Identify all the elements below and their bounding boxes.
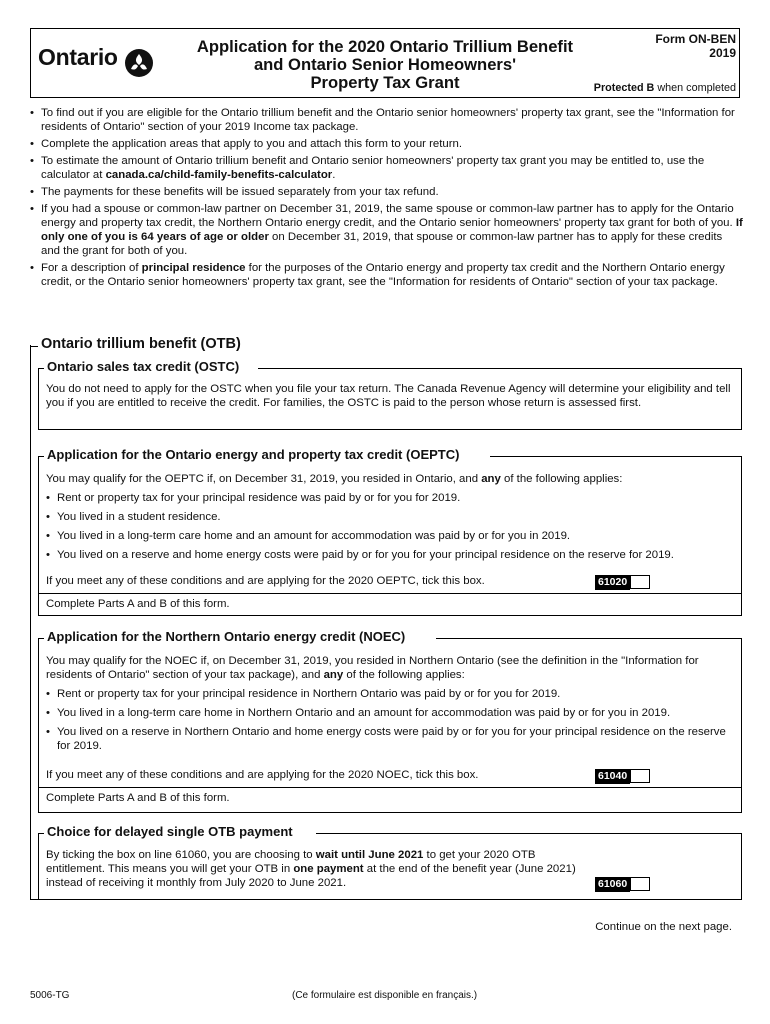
- delayed-text-5: at the end of the benefit year (June 2021) instead of receiving it monthly from July 2020 to June 2021.: [46, 863, 576, 889]
- intro-bullet-4: [30, 185, 744, 199]
- oeptc-condition: • Rent or property tax for your principal residence was paid by or for you for 2019.: [46, 491, 736, 505]
- oeptc-divider: [38, 593, 742, 594]
- oeptc-tick-text: If you meet any of these conditions and are applying for the 2020 OEPTC, tick this box.: [46, 575, 485, 587]
- french-note: (Ce formulaire est disponible en français.): [292, 990, 478, 1001]
- noec-title: Application for the Northern Ontario energy credit (NOEC): [44, 630, 408, 644]
- line-61040-label: 61040: [595, 769, 630, 784]
- intro-bullet-6: [30, 261, 744, 289]
- intro-text: .: [332, 169, 336, 181]
- noec-intro-any: any: [323, 669, 344, 681]
- otb-rule-left: [30, 346, 38, 347]
- form-title: [170, 38, 600, 92]
- oeptc-conditions: [46, 491, 736, 562]
- noec-intro: [46, 654, 736, 682]
- intro-text: To find out if you are eligible for the Ontario trillium benefit and the Ontario senior homeowners' property tax grant, see the "Information for residents of Ontario" section of your 2019 Income tax package.: [41, 107, 735, 133]
- noec-intro-a: You may qualify for the NOEC if, on December 31, 2019, you resided in Northern Ontario (see the definition in the "Information for residents of Ontario" section of your tax package), and: [46, 655, 699, 681]
- intro-bold: If only one of you is 64 years of age or older: [41, 217, 743, 243]
- title-line-1: Application for the 2020 Ontario Trillium Benefit: [196, 37, 574, 56]
- noec-content: [46, 654, 736, 758]
- ostc-rule-right: [258, 368, 742, 369]
- oeptc-condition: • You lived on a reserve and home energy costs were paid by or for you for your principal residence on the reserve for 2019.: [46, 548, 736, 562]
- intro-bold: principal residence: [141, 262, 246, 274]
- delayed-rule-right: [316, 833, 742, 834]
- protected-bold: Protected B: [593, 82, 655, 94]
- protected-label: [594, 81, 736, 95]
- oeptc-complete: Complete Parts A and B of this form.: [46, 598, 230, 610]
- noec-complete: Complete Parts A and B of this form.: [46, 792, 230, 804]
- delayed-tick-box[interactable]: [630, 877, 650, 891]
- noec-divider: [38, 787, 742, 788]
- line-61020-label: 61020: [595, 575, 630, 590]
- line-61060-label: 61060: [595, 877, 630, 892]
- delayed-one-payment: one payment: [293, 863, 364, 875]
- form-identifier: [655, 32, 736, 60]
- ostc-title: Ontario sales tax credit (OSTC): [44, 360, 242, 374]
- delayed-text-3: to get your 2020 OTB entitlement. This means you will get your OTB in: [46, 849, 536, 875]
- oeptc-intro-any: any: [481, 473, 501, 485]
- noec-tick-text: If you meet any of these conditions and are applying for the 2020 NOEC, tick this box.: [46, 769, 479, 781]
- intro-text: To estimate the amount of Ontario trillium benefit and Ontario senior homeowners' property tax grant you may be entitled to, use the calculator at: [41, 155, 705, 181]
- oeptc-title: Application for the Ontario energy and property tax credit (OEPTC): [44, 448, 462, 462]
- noec-condition: • You lived on a reserve in Northern Ontario and home energy costs were paid by or for you for your principal residence on the reserve for 2019.: [46, 725, 736, 753]
- oeptc-condition: • You lived in a student residence.: [46, 510, 736, 524]
- intro-bullet-3: [30, 154, 744, 182]
- intro-bullet-2: [30, 137, 744, 151]
- title-line-3: Property Tax Grant: [310, 73, 460, 92]
- calculator-url: canada.ca/child-family-benefits-calculator: [105, 169, 333, 181]
- ontario-logo-text: Ontario: [38, 44, 118, 70]
- ostc-text: You do not need to apply for the OSTC when you file your tax return. The Canada Revenue Agency will determine your eligibility and tell you if you are entitled to receive the credit. For families, the OSTC is paid to the person whose return is assessed first.: [46, 383, 731, 409]
- trillium-logo-icon: [124, 48, 154, 78]
- oeptc-rule-right: [490, 456, 742, 457]
- intro-bullets: [30, 106, 744, 292]
- title-line-2: and Ontario Senior Homeowners': [253, 55, 517, 74]
- otb-title: Ontario trillium benefit (OTB): [38, 337, 244, 351]
- noec-conditions: [46, 687, 736, 753]
- noec-rule-right: [436, 638, 742, 639]
- otb-bottom-rule: [30, 899, 742, 900]
- intro-text: The payments for these benefits will be issued separately from your tax refund.: [41, 186, 439, 198]
- intro-text: Complete the application areas that apply to you and attach this form to your return.: [41, 138, 463, 150]
- oeptc-intro: [46, 472, 736, 486]
- form-year: 2019: [709, 46, 736, 60]
- oeptc-intro-c: of the following applies:: [500, 473, 623, 485]
- intro-text: For a description of: [41, 262, 142, 274]
- oeptc-content: [46, 472, 736, 567]
- form-number: 5006-TG: [30, 990, 70, 1001]
- intro-text: for the purposes of the Ontario energy and property tax credit and the Northern Ontario energy credit, or the Ontario senior homeowners' property tax grant, see the "Information for residents of Ontario" section of your tax package.: [41, 262, 725, 288]
- noec-intro-c: of the following applies:: [343, 669, 465, 681]
- delayed-title: Choice for delayed single OTB payment: [44, 825, 296, 839]
- protected-rest: when completed: [654, 82, 736, 94]
- oeptc-tick-box[interactable]: [630, 575, 650, 589]
- intro-text: on December 31, 2019, that spouse or common-law partner has to apply for these credits and the grant for both of you.: [41, 231, 723, 257]
- delayed-wait: wait until June 2021: [315, 849, 424, 861]
- intro-bullet-1: [30, 106, 744, 134]
- oeptc-condition: • You lived in a long-term care home and an amount for accommodation was paid by or for you in 2019.: [46, 529, 736, 543]
- intro-text: If you had a spouse or common-law partner on December 31, 2019, the same spouse or common-law partner has to apply for the Ontario energy and property tax credit, the Northern Ontario energy credit, and the Ontario senior homeowners' property tax grant for both of you.: [41, 203, 736, 229]
- continue-text: Continue on the next page.: [595, 921, 732, 933]
- delayed-text-1: By ticking the box on line 61060, you are choosing to: [46, 849, 316, 861]
- oeptc-intro-a: You may qualify for the OEPTC if, on December 31, 2019, you resided in Ontario, and: [46, 473, 482, 485]
- noec-condition: • You lived in a long-term care home in Northern Ontario and an amount for accommodation was paid by or for you in 2019.: [46, 706, 736, 720]
- noec-condition: • Rent or property tax for your principal residence in Northern Ontario was paid by or for you for 2019.: [46, 687, 736, 701]
- intro-bullet-5: [30, 202, 744, 258]
- delayed-text: [46, 848, 594, 890]
- form-code: Form ON-BEN: [655, 32, 736, 46]
- noec-tick-box[interactable]: [630, 769, 650, 783]
